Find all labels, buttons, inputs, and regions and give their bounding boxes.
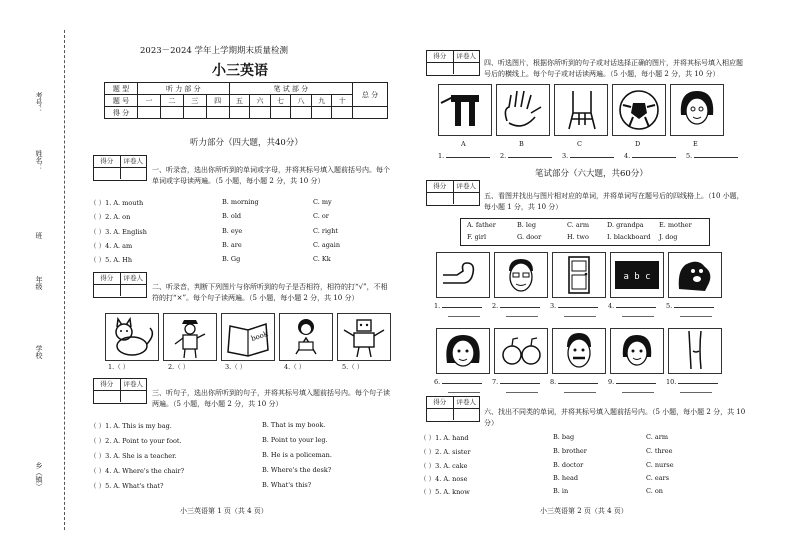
q5-picture-dog xyxy=(668,252,722,298)
q6-option-2b: B. brother xyxy=(553,447,587,455)
girl-reading-icon xyxy=(280,314,332,360)
q1-option-5b: B. Gg xyxy=(222,255,241,263)
score-table-cell: 四 xyxy=(206,95,229,107)
q4-prompt: 四、听选图片，根据你所听到的句子或对话选择正确的图片，并将其标号填入相应题号后的横线上。每个句子或对话读两遍。（5 小题，每小题 2 分，共 10 分） xyxy=(484,59,743,78)
q1-option-3c: C. right xyxy=(313,227,339,235)
q4-blank-number: 1. xyxy=(438,152,445,160)
arm-icon xyxy=(437,253,489,297)
binding-town: 乡（镇） xyxy=(35,462,43,490)
q4-picture-woman xyxy=(670,84,724,136)
q5-word: G. door xyxy=(517,233,542,241)
q1-option-2b: B. old xyxy=(222,212,242,220)
q1-prompt: 一、听录音，选出你所听到的单词或字母，并将其标号填入题前括号内。每个单词或字母读两遍。（5 小题，每小题 2 分，共 10 分） xyxy=(152,166,390,185)
q6-option-1a: （ ）1. A. hand xyxy=(420,434,469,442)
score-table-cell: 五 xyxy=(229,95,250,107)
q1-option-1c: C. my xyxy=(313,198,332,206)
q5-word: D. grandpa xyxy=(607,221,644,229)
q5-number: 5. xyxy=(666,302,673,310)
ratebox-rater: 评卷人 xyxy=(120,273,147,284)
blackboard-text: a b c xyxy=(623,272,651,282)
girl-face-icon xyxy=(611,329,663,373)
ratebox-score: 得分 xyxy=(100,380,114,388)
exam-year-title: 2023－2024 学年上学期期末质量检测 xyxy=(140,46,288,56)
q4-label-c: C xyxy=(577,140,582,148)
q5-number: 9. xyxy=(608,378,615,386)
q3-option-5a: （ ）5. A. What's that? xyxy=(90,482,164,490)
q4-blank-3[interactable] xyxy=(562,152,614,160)
q6-option-4b: B. head xyxy=(553,474,578,482)
apples-icon xyxy=(495,329,547,373)
score-table-cell: 题 号 xyxy=(105,95,138,107)
q4-blank-2[interactable] xyxy=(500,152,552,160)
q4-picture-desk xyxy=(438,84,492,136)
q5-picture-two-apples xyxy=(494,328,548,374)
q6-option-2a: （ ）2. A. sister xyxy=(420,448,471,456)
q5-word: E. mother xyxy=(659,221,692,229)
q1-option-3b: B. eye xyxy=(222,227,243,235)
q5-number: 1. xyxy=(434,302,441,310)
q4-blank-number: 4. xyxy=(624,152,631,160)
q4-blank-4[interactable] xyxy=(624,152,676,160)
binding-line xyxy=(64,30,65,530)
q1-option-1b: B. morning xyxy=(222,198,259,206)
grandpa-face-icon xyxy=(495,253,547,297)
score-table-cell: 六 xyxy=(250,95,271,107)
score-table-cell: 二 xyxy=(160,95,183,107)
ball-icon xyxy=(613,85,665,135)
q4-picture-chair xyxy=(554,84,608,136)
q5-word: J. dog xyxy=(659,233,678,241)
q5-blank-1[interactable] xyxy=(434,302,482,310)
q4-label-e: E xyxy=(693,140,698,148)
q3-option-3b: B. He is a policeman. xyxy=(262,451,332,459)
q2-prompt: 二、听录音，判断下列图片与你所听到的句子是否相符，相符的打“√”，不相符的打“×”。每个句子读两遍。（5 小题，每小题 2 分，共 10 分） xyxy=(152,283,388,302)
ratebox xyxy=(93,155,147,181)
footer-left: 小三英语第 1 页（共 4 页） xyxy=(180,507,268,515)
q5-picture-girl xyxy=(610,328,664,374)
q4-blank-5[interactable] xyxy=(686,152,738,160)
q6-prompt: 六、找出不同类的单词，并将其标号填入题前括号内。（5 小题，每小题 2 分，共 10 分） xyxy=(484,408,746,427)
subject-title: 小三英语 xyxy=(212,63,268,79)
q5-word: I. blackboard xyxy=(607,233,651,241)
ratebox-rater: 评卷人 xyxy=(453,181,480,192)
q1-option-3a: （ ）3. A. English xyxy=(90,228,147,236)
score-table-cell: 一 xyxy=(138,95,161,107)
q5-word: H. two xyxy=(567,233,589,241)
q5-blank-10[interactable] xyxy=(666,378,718,386)
chair-icon xyxy=(555,85,607,135)
q5-number: 4. xyxy=(608,302,615,310)
score-table-cell: 总 分 xyxy=(353,83,388,107)
q1-option-2a: （ ）2. A. on xyxy=(90,213,131,221)
leg-icon xyxy=(669,329,721,373)
q6-option-1c: C. arm xyxy=(646,433,669,441)
binding-school: 学校 xyxy=(35,345,43,359)
ratebox xyxy=(426,50,480,76)
q5-number: 10. xyxy=(666,378,677,386)
q3-option-3a: （ ）3. A. She is a teacher. xyxy=(90,452,177,460)
footer-right: 小三英语第 2 页（共 4 页） xyxy=(540,507,628,515)
q2-picture-girl xyxy=(279,313,333,361)
q2-answer-1[interactable]: 1.（ ） xyxy=(108,363,130,371)
score-table-cell: 三 xyxy=(183,95,206,107)
q5-picture-arm xyxy=(436,252,490,298)
ratebox xyxy=(426,180,480,206)
score-table-cell: 听 力 部 分 xyxy=(138,83,230,95)
q5-number: 2. xyxy=(492,302,499,310)
q5-number: 3. xyxy=(550,302,557,310)
blackboard-icon xyxy=(611,253,663,297)
q1-option-1a: （ ）1. A. mouth xyxy=(90,199,144,207)
q3-option-4b: B. Where's the desk? xyxy=(262,466,332,474)
q4-label-a: A xyxy=(461,140,466,148)
robot-icon xyxy=(338,314,390,360)
score-table-cell: 笔 试 部 分 xyxy=(229,83,352,95)
q3-option-5b: B. What's this? xyxy=(262,481,312,489)
q2-answer-3[interactable]: 3.（ ） xyxy=(225,363,247,371)
score-table-cell: 得 分 xyxy=(105,107,138,119)
q6-option-1b: B. bag xyxy=(553,433,575,441)
q5-word: B. leg xyxy=(517,221,536,229)
q5-blank-6[interactable] xyxy=(434,378,482,386)
q5-word-box xyxy=(460,218,710,246)
q1-option-4b: B. are xyxy=(222,241,242,249)
q4-blank-number: 5. xyxy=(686,152,693,160)
q6-option-3c: C. nurse xyxy=(646,461,674,469)
q4-blank-1[interactable] xyxy=(438,152,490,160)
book-icon xyxy=(222,314,274,360)
ratebox-rater: 评卷人 xyxy=(120,156,147,167)
q4-picture-ball xyxy=(612,84,666,136)
q2-picture-robot xyxy=(337,313,391,361)
q5-blank-5[interactable] xyxy=(666,302,714,310)
cat-icon xyxy=(106,314,158,360)
q5-blank-9[interactable] xyxy=(608,378,656,386)
ratebox-score: 得分 xyxy=(433,52,447,60)
q1-option-4a: （ ）4. A. am xyxy=(90,242,133,250)
q3-option-2b: B. Point to your leg. xyxy=(262,436,328,444)
q5-picture-leg xyxy=(668,328,722,374)
q6-option-3b: B. doctor xyxy=(553,461,584,469)
q3-prompt: 三、听句子，选出你所听到的句子，并将其标号填入题前括号内。每个句子读两遍。（5 小题，每小题 2 分，共 10 分） xyxy=(152,389,390,408)
q6-option-2c: C. three xyxy=(646,447,673,455)
q5-prompt: 五、看图并找出与图片相对应的单词，并将单词写在题号后的四线格上。（10 小题，每小题 1 分，共 10 分） xyxy=(484,192,744,211)
score-table xyxy=(104,82,388,119)
q5-blank-7[interactable] xyxy=(492,378,540,386)
ratebox-score: 得分 xyxy=(100,274,114,282)
score-table-cell: 题 型 xyxy=(105,83,138,95)
score-table-cell: 十 xyxy=(332,95,353,107)
q5-number: 6. xyxy=(434,378,441,386)
ratebox xyxy=(93,272,147,298)
q5-blank-3[interactable] xyxy=(550,302,598,310)
q5-picture-mother xyxy=(436,328,490,374)
q4-label-b: B xyxy=(519,140,524,148)
q5-picture-grandpa xyxy=(494,252,548,298)
q2-picture-book xyxy=(221,313,275,361)
q6-option-3a: （ ）3. A. cake xyxy=(420,462,468,470)
q4-label-d: D xyxy=(635,140,641,148)
q2-picture-policeman xyxy=(163,313,217,361)
q2-picture-cat xyxy=(105,313,159,361)
q4-blank-number: 2. xyxy=(500,152,507,160)
score-table-cell: 八 xyxy=(291,95,312,107)
ratebox-score: 得分 xyxy=(100,157,114,165)
q5-word: C. arm xyxy=(567,221,590,229)
q6-option-4a: （ ）4. A. nose xyxy=(420,475,468,483)
q1-option-5c: C. Kk xyxy=(313,255,331,263)
score-table-cell: 九 xyxy=(311,95,332,107)
q4-blank-number: 3. xyxy=(562,152,569,160)
mother-face-icon xyxy=(437,329,489,373)
q2-answer-5[interactable]: 5.（ ） xyxy=(342,363,364,371)
q2-answer-2[interactable]: 2.（ ） xyxy=(168,363,190,371)
binding-class: 班 xyxy=(35,232,43,239)
q5-picture-door xyxy=(552,252,606,298)
q5-word: F. girl xyxy=(467,233,487,241)
ratebox-rater: 评卷人 xyxy=(120,379,147,390)
policeman-icon xyxy=(164,314,216,360)
q1-option-4c: C. again xyxy=(313,241,341,249)
binding-grade: 年级 xyxy=(35,276,43,290)
desk-icon xyxy=(439,85,491,135)
q5-blank-8[interactable] xyxy=(550,378,598,386)
q6-option-4c: C. ears xyxy=(646,474,670,482)
ratebox xyxy=(93,378,147,404)
ratebox-rater: 评卷人 xyxy=(453,51,480,62)
q5-blank-4[interactable] xyxy=(608,302,656,310)
hand-icon xyxy=(497,85,549,135)
ratebox-score: 得分 xyxy=(433,182,447,190)
binding-name: 姓名： xyxy=(35,150,43,171)
book-picture-label: book xyxy=(250,329,269,343)
q6-option-5b: B. in xyxy=(553,487,569,495)
writing-title: 笔试部分（六大题，共60分） xyxy=(535,169,648,179)
q5-picture-father xyxy=(552,328,606,374)
binding-exam-no: 考号： xyxy=(35,92,43,113)
q3-option-1b: B. That is my book. xyxy=(262,421,326,429)
q5-number: 7. xyxy=(492,378,499,386)
ratebox-score: 得分 xyxy=(433,398,447,406)
q5-picture-blackboard xyxy=(610,252,664,298)
q2-answer-4[interactable]: 4.（ ） xyxy=(284,363,306,371)
dog-icon xyxy=(669,253,721,297)
q5-number: 8. xyxy=(550,378,557,386)
q6-option-5c: C. on xyxy=(646,487,663,495)
listening-title: 听力部分（四大题，共40分） xyxy=(190,138,303,148)
q1-option-2c: C. or xyxy=(313,212,329,220)
woman-face-icon xyxy=(671,85,723,135)
q5-blank-2[interactable] xyxy=(492,302,540,310)
q3-option-2a: （ ）2. A. Point to your foot. xyxy=(90,437,182,445)
q3-option-1a: （ ）1. A. This is my bag. xyxy=(90,422,172,430)
q1-option-5a: （ ）5. A. Hh xyxy=(90,256,133,264)
q3-option-4a: （ ）4. A. Where's the chair? xyxy=(90,467,185,475)
q6-option-5a: （ ）5. A. know xyxy=(420,488,470,496)
ratebox xyxy=(426,396,480,422)
door-icon xyxy=(553,253,605,297)
q4-picture-hand xyxy=(496,84,550,136)
q5-word: A. father xyxy=(467,221,496,229)
score-table-cell: 七 xyxy=(270,95,291,107)
ratebox-rater: 评卷人 xyxy=(453,397,480,408)
father-face-icon xyxy=(553,329,605,373)
